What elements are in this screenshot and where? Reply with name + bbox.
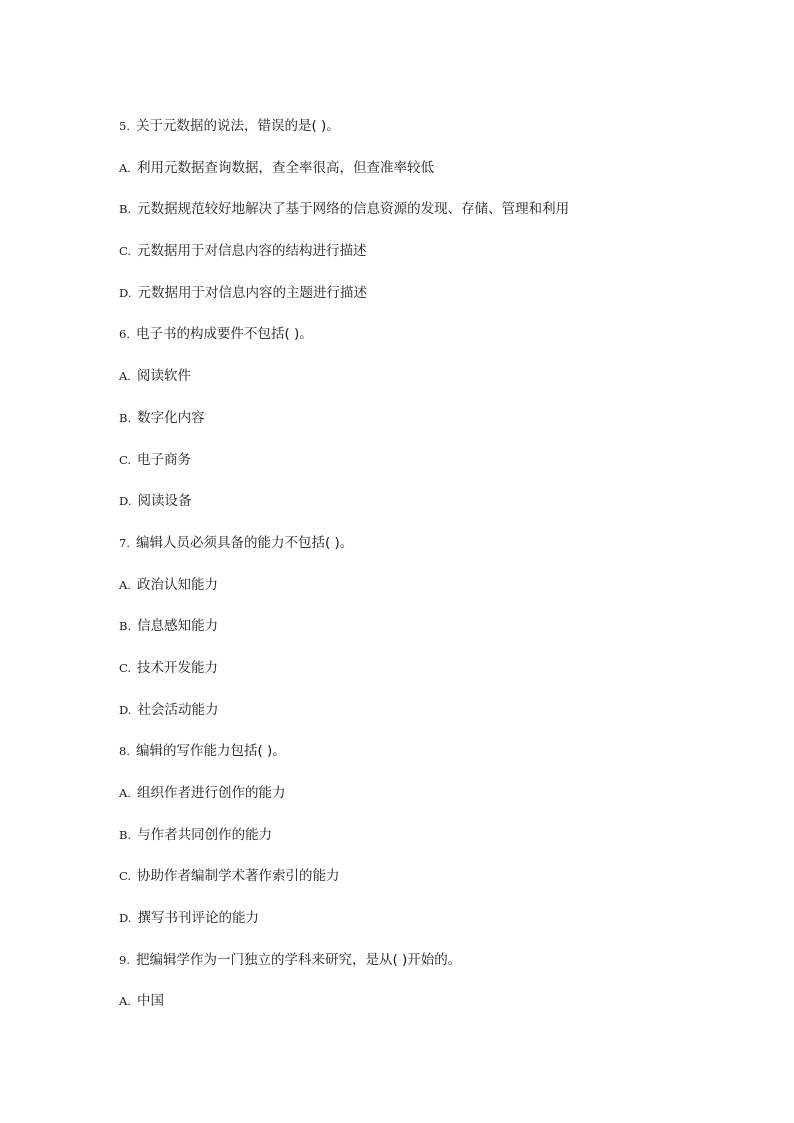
line-label: 5.: [119, 119, 130, 133]
line-text: 利用元数据查询数据，查全率很高，但查准率较低: [136, 159, 434, 176]
line-text: 编辑的写作能力包括( )。: [135, 743, 286, 760]
line-label: A.: [119, 994, 131, 1009]
line-label: C.: [119, 452, 132, 467]
option-line: [119, 491, 719, 533]
question-line: [119, 741, 719, 783]
option-line: [119, 908, 719, 950]
line-text: 关于元数据的说法，错误的是( )。: [135, 118, 340, 134]
line-label: 6.: [119, 327, 130, 342]
line-label: A.: [119, 160, 131, 175]
option-line: [119, 158, 719, 200]
option-line: [119, 450, 719, 492]
line-text: 编辑人员必须具备的能力不包括( )。: [135, 534, 354, 551]
line-text: 社会活动能力: [137, 701, 219, 718]
line-label: 7.: [119, 535, 130, 550]
line-label: A.: [119, 577, 131, 592]
line-label: B.: [119, 410, 132, 425]
line-text: 协助作者编制学术著作索引的能力: [137, 868, 340, 885]
line-label: C.: [119, 660, 132, 675]
line-text: 中国: [136, 993, 164, 1010]
line-text: 电子书的构成要件不包括( )。: [135, 326, 313, 343]
option-line: [119, 783, 719, 825]
line-text: 阅读设备: [137, 493, 192, 510]
line-label: D.: [119, 702, 132, 717]
question-line: [119, 324, 719, 366]
line-text: 技术开发能力: [137, 659, 219, 676]
line-label: 8.: [119, 744, 130, 759]
line-text: 组织作者进行创作的能力: [136, 785, 286, 801]
question-line: [119, 950, 719, 992]
line-text: 电子商务: [137, 451, 192, 468]
line-text: 元数据用于对信息内容的主题进行描述: [137, 284, 367, 301]
option-line: [119, 241, 719, 283]
option-line: [119, 866, 719, 908]
option-line: [119, 658, 719, 700]
line-label: C.: [119, 869, 132, 884]
option-line: [119, 575, 719, 617]
line-text: 元数据规范较好地解决了基于网络的信息资源的发现、存储、管理和利用: [137, 201, 570, 218]
option-line: [119, 199, 719, 241]
question-line: [119, 116, 719, 158]
line-label: C.: [119, 244, 132, 259]
option-line: [119, 283, 719, 325]
line-text: 把编辑学作为一门独立的学科来研究，是从( )开始的。: [135, 951, 462, 968]
line-label: B.: [119, 619, 132, 634]
line-text: 政治认知能力: [136, 576, 218, 593]
line-label: B.: [119, 827, 132, 842]
line-text: 信息感知能力: [137, 618, 219, 635]
option-line: [119, 825, 719, 867]
line-text: 与作者共同创作的能力: [137, 826, 273, 843]
option-line: [119, 700, 719, 742]
option-line: [119, 408, 719, 450]
line-label: D.: [119, 285, 132, 300]
line-label: A.: [119, 786, 131, 800]
option-line: [119, 366, 719, 408]
line-label: D.: [119, 911, 132, 926]
question-list: [119, 116, 719, 1033]
line-text: 数字化内容: [137, 409, 205, 426]
line-label: D.: [119, 494, 132, 509]
line-text: 阅读软件: [136, 368, 191, 385]
line-text: 元数据用于对信息内容的结构进行描述: [137, 243, 367, 260]
line-label: B.: [119, 202, 132, 217]
option-line: [119, 616, 719, 658]
question-line: [119, 533, 719, 575]
line-label: A.: [119, 369, 131, 384]
line-text: 撰写书刊评论的能力: [137, 910, 259, 927]
line-label: 9.: [119, 952, 130, 967]
option-line: [119, 991, 719, 1033]
